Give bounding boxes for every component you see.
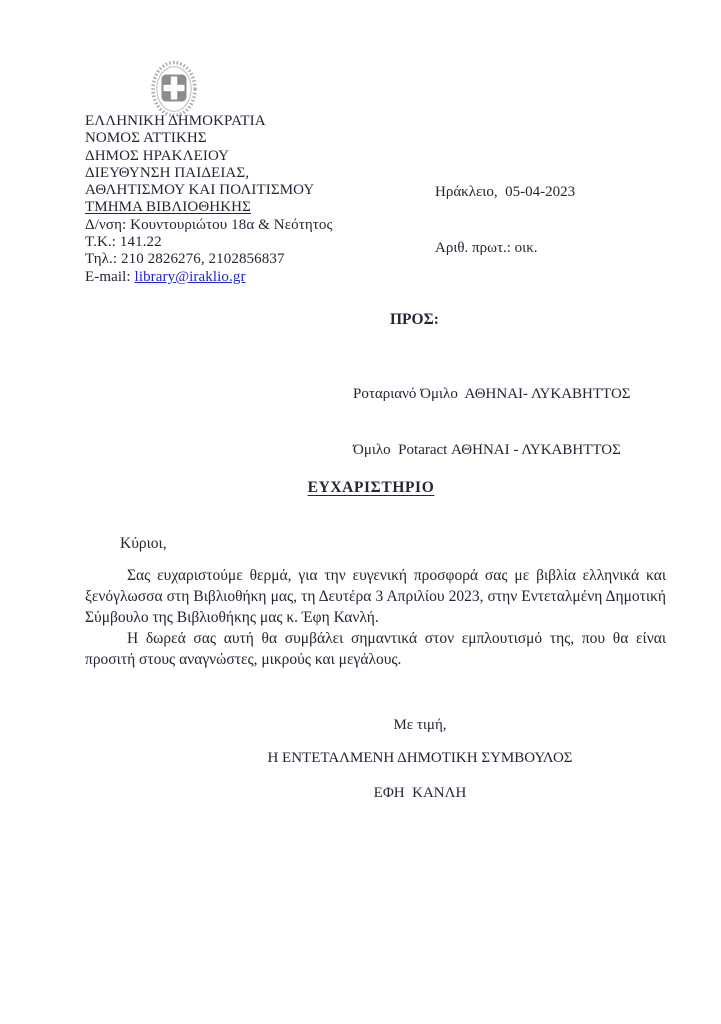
reference-block: [435, 146, 575, 294]
protocol-number: Αριθ. πρωτ.: οικ.: [435, 239, 538, 256]
valediction: Με τιμή,: [393, 717, 447, 733]
letterhead-department-text: ΤΜΗΜΑ ΒΙΒΛΙΟΘΗΚΗΣ: [85, 199, 251, 216]
recipient-block: [353, 347, 631, 497]
body-paragraph: Η δωρεά σας αυτή θα συμβάλει σημαντικά στον εμπλουτισμό της, που θα είναι προσιτή στους αναγνώστες, μικρούς και μεγάλους.: [85, 630, 666, 668]
recipient-line: Όμιλο Potaract ΑΘΗΝΑΙ - ΛΥΚΑΒΗΤΤΟΣ: [353, 441, 621, 458]
place-date: Ηράκλειο, 05-04-2023: [435, 184, 576, 200]
letterhead: [85, 113, 333, 286]
letterhead-address: Δ/νση: Κουντουριώτου 18α & Νεότητος: [85, 216, 333, 233]
email-label: E-mail:: [85, 268, 135, 285]
letterhead-email-line: [85, 269, 333, 286]
recipient-label: ΠΡΟΣ:: [390, 311, 439, 328]
letterhead-prefecture: ΝΟΜΟΣ ΑΤΤΙΚΗΣ: [85, 130, 207, 147]
signatory-title: Η ΕΝΤΕΤΑΛΜΕΝΗ ΔΗΜΟΤΙΚΗ ΣΥΜΒΟΥΛΟΣ: [267, 750, 573, 766]
letter-body: [85, 565, 666, 670]
letterhead-country: ΕΛΛΗΝΙΚΗ ΔΗΜΟΚΡΑΤΙΑ: [85, 113, 266, 129]
email-link[interactable]: library@iraklio.gr: [134, 268, 246, 285]
title-row: [85, 479, 657, 497]
document-title: ΕΥΧΑΡΙΣΤΗΡΙΟ: [307, 479, 435, 496]
letterhead-phone: Τηλ.: 210 2826276, 2102856837: [85, 251, 285, 268]
letterhead-directorate-line1: ΔΙΕΥΘΥΝΣΗ ΠΑΙΔΕΙΑΣ,: [85, 164, 250, 181]
letterhead-municipality: ΔΗΜΟΣ ΗΡΑΚΛΕΙΟΥ: [85, 147, 230, 164]
letterhead-directorate-line2: ΑΘΛΗΤΙΣΜΟΥ ΚΑΙ ΠΟΛΙΤΙΣΜΟΥ: [85, 182, 315, 199]
letterhead-postal-code: Τ.Κ.: 141.22: [85, 234, 162, 251]
salutation: Κύριοι,: [120, 535, 167, 552]
body-paragraph: Σας ευχαριστούμε θερμά, για την ευγενική προσφορά σας με βιβλία ελληνικά και ξενόγλωσσα στη Βιβλιοθήκη μας, τη Δευτέρα 3 Απριλίου 2023, στην Εντεταλμένη Δημοτική Σύμβουλο της Βιβλιοθήκης μας κ. Έφη Κανλή.: [85, 567, 666, 626]
greek-national-emblem-icon: [150, 60, 198, 118]
signatory-name: ΕΦΗ ΚΑΝΛΗ: [373, 785, 467, 801]
recipient-line: Ροταριανό Όμιλο ΑΘΗΝΑΙ- ΛΥΚΑΒΗΤΤΟΣ: [353, 385, 631, 402]
letterhead-department: [85, 199, 333, 216]
